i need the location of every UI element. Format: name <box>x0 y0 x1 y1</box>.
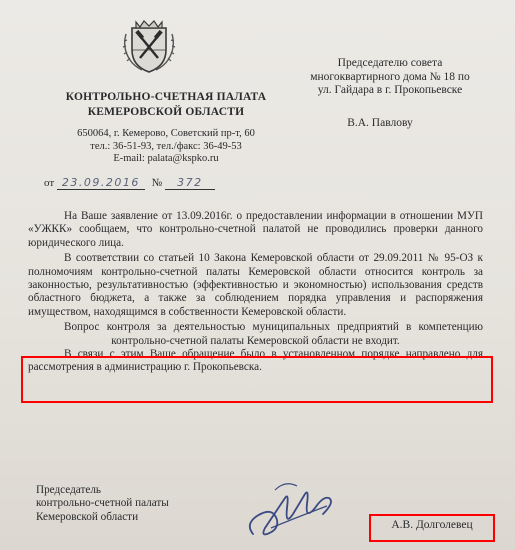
handwritten-signature <box>215 468 355 548</box>
signatory-name: А.В. Долголевец <box>391 519 473 531</box>
registration-number-label: № <box>151 177 163 189</box>
organization-address: 650064, г. Кемерово, Советский пр-т, 60 тел.: 36-51-93, тел./факс: 36-49-53 E-mail: palata@kspko.ru <box>77 128 255 164</box>
signatory-position: Председатель контрольно-счетной палаты Кемеровской области <box>36 484 169 523</box>
recipient-name: В.А. Павлову <box>347 117 413 129</box>
registration-number: 372 <box>165 176 215 190</box>
organization-name: КОНТРОЛЬНО-СЧЕТНАЯ ПАЛАТА КЕМЕРОВСКОЙ ОБЛАСТИ <box>65 91 267 118</box>
paragraph: В соответствии со статьей 10 Закона Кемеровской области от 29.09.2011 № 95-ОЗ к полномочиям контрольно-счетной палаты Кемеровской области относится контроль за законностью, результативностью (эффективностью и экономностью) использования средств областного бюджета, а также за соблюдением порядка управления и распоряжения имуществом, находящимся в собственности Кемеровской области. <box>28 252 483 318</box>
paragraph: В связи с этим Ваше обращение было в установленном порядке направлено для рассмотрения в администрацию г. Прокопьевска. <box>28 348 483 374</box>
letter-body <box>28 210 483 375</box>
highlight-box <box>21 356 493 403</box>
recipient-block: Председателю совета многоквартирного дома № 18 по ул. Гайдара в г. Прокопьевске <box>310 57 470 96</box>
registration-from-label: от <box>44 177 55 189</box>
registration-line <box>44 176 215 192</box>
registration-date: 23.09.2016 <box>57 176 145 190</box>
coat-of-arms-icon <box>118 14 180 76</box>
paragraph: Вопрос контроля за деятельностью муниципальных предприятий в компетенцию контрольно-счетной палаты Кемеровской области не входит. <box>64 321 483 347</box>
paragraph: На Ваше заявление от 13.09.2016г. о предоставлении информации в отношении МУП «УЖКК» сообщаем, что контрольно-счетной палатой не проводились проверки данного юридического лица. <box>28 210 483 249</box>
